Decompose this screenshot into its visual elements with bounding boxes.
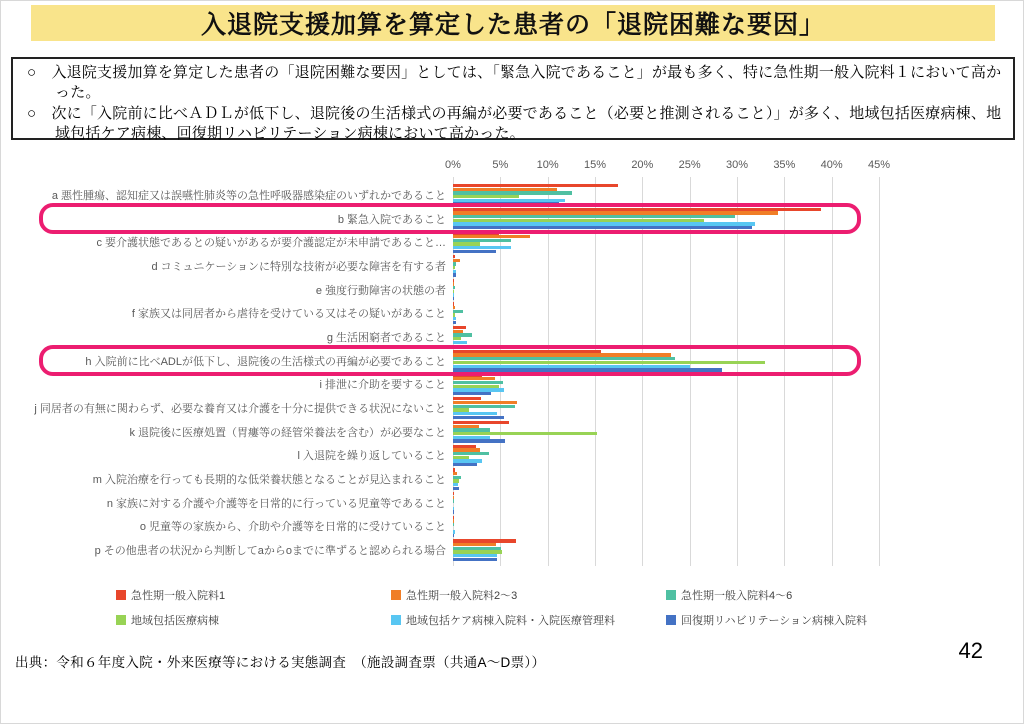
chart-row bbox=[9, 373, 1017, 397]
bar-group bbox=[453, 373, 879, 395]
bar-group bbox=[453, 397, 879, 419]
chart-row bbox=[9, 396, 1017, 420]
x-axis-tick: 40% bbox=[820, 159, 843, 171]
x-axis-tick: 35% bbox=[773, 159, 796, 171]
bar-group bbox=[453, 492, 879, 514]
legend-marker bbox=[666, 615, 676, 625]
bar-group bbox=[453, 302, 879, 324]
chart-rows bbox=[9, 183, 1017, 562]
bar-group bbox=[453, 279, 879, 301]
legend-row bbox=[116, 607, 996, 632]
summary-bullet-2: ○ 次に「入院前に比べＡＤＬが低下し、退院後の生活様式の再編が必要であること（必要と推測されること）」が多く、地域包括医療病棟、地域包括ケア病棟、回復期リハビリテーション病棟において高かった。 bbox=[27, 105, 1002, 142]
bar bbox=[453, 345, 460, 348]
category-label: o 児童等の家族から、介助や介護等を日常的に受けていること bbox=[139, 521, 446, 534]
category-label: m 入院治療を行っても長期的な低栄養状態となることが見込まれること bbox=[92, 474, 446, 487]
bar bbox=[453, 523, 454, 526]
legend-item bbox=[116, 612, 391, 628]
bar bbox=[453, 273, 456, 276]
bar-group bbox=[453, 516, 879, 538]
x-axis-tick: 45% bbox=[867, 159, 891, 171]
category-label: d コミュニケーションに特別な技術が必要な障害を有する者 bbox=[151, 260, 446, 273]
category-label: g 生活困窮者であること bbox=[326, 331, 446, 344]
legend-label: 急性期一般入院料1 bbox=[131, 589, 226, 602]
bar bbox=[453, 250, 496, 253]
bar-group bbox=[453, 539, 879, 561]
page-title: 入退院支援加算を算定した患者の「退院困難な要因」 bbox=[31, 5, 995, 41]
bar-group bbox=[453, 421, 879, 443]
legend-item bbox=[666, 612, 867, 628]
chart-row bbox=[9, 515, 1017, 539]
chart-row bbox=[9, 278, 1017, 302]
chart-row bbox=[9, 420, 1017, 444]
bar-group bbox=[453, 255, 879, 277]
chart-row bbox=[9, 301, 1017, 325]
bar bbox=[453, 487, 459, 490]
legend-marker bbox=[666, 590, 676, 600]
chart-row bbox=[9, 491, 1017, 515]
bar-group bbox=[453, 445, 879, 467]
x-axis-tick: 30% bbox=[725, 159, 749, 171]
legend-label: 地域包括医療病棟 bbox=[131, 614, 219, 627]
legend-item bbox=[391, 612, 666, 628]
category-label: p その他患者の状況から判断してaからoまでに準ずると認められる場合 bbox=[94, 545, 446, 558]
bar bbox=[453, 202, 559, 205]
chart-row bbox=[9, 467, 1017, 491]
chart-row bbox=[9, 349, 1017, 373]
category-label: i 排泄に介助を要すること bbox=[319, 379, 446, 392]
x-axis-tick: 25% bbox=[678, 159, 701, 171]
bar-group bbox=[453, 468, 879, 490]
chart-legend bbox=[116, 582, 996, 632]
category-label: f 家族又は同居者から虐待を受けている又はその疑いがあること bbox=[131, 308, 446, 321]
bar-group bbox=[453, 184, 879, 206]
legend-row bbox=[116, 582, 996, 607]
bar bbox=[453, 463, 477, 466]
bar-group bbox=[453, 326, 879, 348]
legend-item bbox=[666, 587, 792, 603]
grouped-bar-chart bbox=[9, 151, 1017, 583]
x-axis-tick: 20% bbox=[631, 159, 654, 171]
x-axis-tick: 0% bbox=[445, 159, 461, 171]
legend-item bbox=[116, 587, 391, 603]
bar bbox=[453, 416, 504, 419]
bar-group bbox=[453, 208, 879, 230]
category-label: j 同居者の有無に関わらず、必要な養育又は介護を十分に提供できる状況にないこと bbox=[34, 403, 446, 416]
bar bbox=[453, 321, 456, 324]
bar bbox=[453, 368, 722, 371]
legend-marker bbox=[116, 615, 126, 625]
bar bbox=[453, 558, 497, 561]
legend-marker bbox=[116, 590, 126, 600]
chart-row bbox=[9, 325, 1017, 349]
summary-bullet-1: ○ 入退院支援加算を算定した患者の「退院困難な要因」としては、「緊急入院であること」が最も多く、特に急性期一般入院料１において高かった。 bbox=[27, 64, 1002, 101]
legend-marker bbox=[391, 590, 401, 600]
chart-row bbox=[9, 538, 1017, 562]
x-axis-tick: 5% bbox=[492, 159, 509, 171]
chart-row bbox=[9, 444, 1017, 468]
bar bbox=[453, 226, 752, 229]
category-label: b 緊急入院であること bbox=[337, 213, 446, 226]
source-note: 出典：令和６年度入院・外来医療等における実態調査 （施設調査票（共通A～D票）） bbox=[15, 655, 546, 670]
x-axis-tick: 10% bbox=[536, 159, 559, 171]
bar bbox=[453, 534, 454, 537]
category-label: e 強度行動障害の状態の者 bbox=[315, 284, 446, 297]
chart-row bbox=[9, 183, 1017, 207]
bar bbox=[453, 297, 454, 300]
legend-label: 回復期リハビリテーション病棟入院料 bbox=[681, 614, 868, 627]
category-label: h 入院前に比べADLが低下し、退院後の生活様式の再編が必要であること bbox=[85, 355, 446, 368]
legend-label: 地域包括ケア病棟入院料・入院医療管理料 bbox=[406, 614, 615, 627]
chart-row bbox=[9, 254, 1017, 278]
category-label: a 悪性腫瘍、認知症又は誤嚥性肺炎等の急性呼吸器感染症のいずれかであること bbox=[51, 189, 446, 202]
category-label: c 要介護状態であるとの疑いがあるが要介護認定が未申請であること… bbox=[96, 237, 446, 250]
bar bbox=[453, 510, 454, 513]
category-label: n 家族に対する介護や介護等を日常的に行っている児童等であること bbox=[106, 497, 446, 510]
bar-group bbox=[453, 231, 879, 253]
x-axis-tick: 15% bbox=[583, 159, 607, 171]
bar bbox=[453, 439, 505, 442]
summary-box bbox=[11, 57, 1015, 140]
category-label: l 入退院を繰り返していること bbox=[297, 450, 446, 463]
legend-label: 急性期一般入院料4～6 bbox=[681, 589, 793, 602]
legend-marker bbox=[391, 615, 401, 625]
bar-group bbox=[453, 350, 879, 372]
category-label: k 退院後に医療処置（胃瘻等の経管栄養法を含む）が必要なこと bbox=[129, 426, 446, 439]
page-number: 42 bbox=[958, 638, 983, 663]
bar bbox=[453, 499, 454, 502]
bar bbox=[453, 392, 491, 395]
chart-row bbox=[9, 230, 1017, 254]
chart-row bbox=[9, 207, 1017, 231]
legend-label: 急性期一般入院料2～3 bbox=[406, 589, 518, 602]
legend-item bbox=[391, 587, 666, 603]
